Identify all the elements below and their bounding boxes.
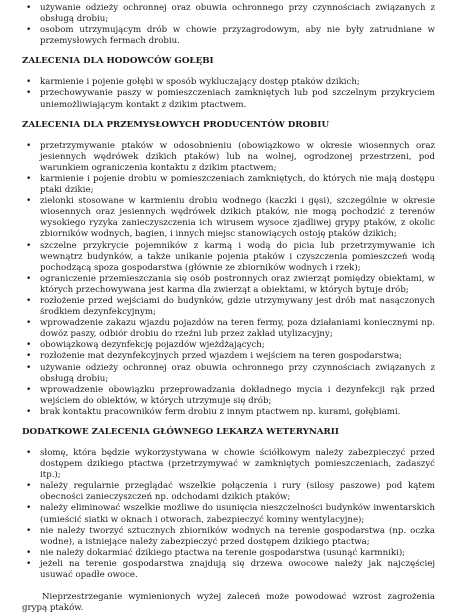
list-item: • obowiązkową dezynfekcję pojazdów wjeżdżających; (22, 340, 435, 351)
pigeons-list (22, 77, 435, 110)
list-item: • ograniczenie przemieszczania się osób postronnych oraz zwierząt pomiędzy obiektami, w których przechowywana jest karma dla zwierząt a obiektami, w których bytuje drób; (22, 274, 435, 296)
list-item: • osobom utrzymującym drób w chowie przyzagrodowym, aby nie były zatrudniane w przemysłowych fermach drobiu. (22, 25, 435, 47)
list-item: • nie należy tworzyć sztucznych zbiorników wodnych na terenie gospodarstwa (np. oczka wodne), a istniejące należy zabezpieczyć przed dostępem dzikiego ptactwa; (22, 526, 435, 548)
list-item: • wprowadzenie zakazu wjazdu pojazdów na teren fermy, poza działaniami koniecznymi np. dowóz paszy, odbiór drobiu do rzeźni lub przez zakład utylizacyjny; (22, 318, 435, 340)
intro-list (22, 3, 435, 47)
list-item: • przetrzymywanie ptaków w odosobnieniu (obowiązkowo w okresie wiosennych oraz jesiennych wędrówek dzikich ptaków) lub na wolnej, ogrodzonej przestrzeni, pod warunkiem ograniczenia kontaktu z dzikim ptactwem; (22, 141, 435, 174)
industrial-list (22, 141, 435, 418)
list-item: • należy eliminować wszelkie możliwe do usunięcia nieszczelności budynków inwentarskich (umieścić siatki w oknach i otworach, zabezpieczyć kominy wentylacyjne); (22, 503, 435, 525)
list-item: • karmienie i pojenie drobiu w pomieszczeniach zamkniętych, do których nie mają dostępu ptaki dzikie; (22, 174, 435, 196)
list-item: • używanie odzieży ochronnej oraz obuwia ochronnego przy czynnościach związanych z obsługą drobiu; (22, 3, 435, 25)
list-item: • należy regularnie przeglądać wszelkie połączenia i rury (silosy paszowe) pod kątem obecności zanieczyszczeń np. odchodami dzikich ptaków; (22, 481, 435, 503)
closing-note: Nieprzestrzeganie wymienionych wyżej zaleceń może powodować wzrost zagrożenia grypą ptaków. (22, 592, 435, 614)
list-item: • rozłożenie przed wejściami do budynków, gdzie utrzymywany jest drób mat nasączonych środkiem dezynfekcyjnym; (22, 296, 435, 318)
list-item: • przechowywanie paszy w pomieszczeniach zamkniętych lub pod szczelnym przykryciem uniemożliwiającym kontakt z dzikim ptactwem. (22, 88, 435, 110)
list-item: • wprowadzenie obowiązku przeprowadzania dokładnego mycia i dezynfekcji rąk przed wejściem do obiektów, w których utrzymuje się drób; (22, 385, 435, 407)
chief-vet-list (22, 448, 435, 581)
list-item: • zielonki stosowane w karmieniu drobiu wodnego (kaczki i gęsi), szczególnie w okresie wiosennych oraz jesiennych wędrówek dzikich ptaków, nie mogą pochodzić z terenów wysokiego ryzyka zanieczyszczenia ich wirusem wysoce zjadliwej grypy ptaków, z okolic zbiorników wodnych, bagien, i innych miejsc stanowiących ostoję ptaków dzikich; (22, 196, 435, 240)
list-item: • karmienie i pojenie gołębi w sposób wykluczający dostęp ptaków dzikich; (22, 77, 435, 88)
section-heading-pigeons: ZALECENIA DLA HODOWCÓW GOŁĘBI (22, 56, 214, 67)
section-heading-chief-vet: DODATKOWE ZALECENIA GŁÓWNEGO LEKARZA WETERYNARII (22, 427, 339, 437)
list-item: • nie należy dokarmiać dzikiego ptactwa na terenie gospodarstwa (usunąć karmniki); (22, 548, 435, 559)
section-heading-industrial: ZALECENIA DLA PRZEMYSŁOWYCH PRODUCENTÓW DROBIU (22, 119, 330, 130)
list-item: • szczelne przykrycie pojemników z karmą i wodą do picia lub przetrzymywanie ich wewnątrz budynków, a także unikanie pojenia ptaków i czyszczenia pomieszczeń wodą pochodzącą spoza gospodarstwa (głównie ze zbiorników wodnych i rzek); (22, 241, 435, 274)
list-item: • brak kontaktu pracowników ferm drobiu z innym ptactwem np. kurami, gołębiami. (22, 407, 435, 418)
list-item: • używanie odzieży ochronnej oraz obuwia ochronnego przy czynnościach związanych z obsługą drobiu; (22, 363, 435, 385)
list-item: • rozłożenie mat dezynfekcyjnych przed wjazdem i wejściem na teren gospodarstwa; (22, 351, 435, 362)
list-item: • słomę, która będzie wykorzystywana w chowie ściółkowym należy zabezpieczyć przed dostępem dzikiego ptactwa (przetrzymywać w zamkniętych pomieszczeniach, zadaszyć itp.); (22, 448, 435, 481)
list-item: • jeżeli na terenie gospodarstwa znajdują się drzewa owocowe należy jak najczęściej usuwać opadłe owoce. (22, 559, 435, 581)
